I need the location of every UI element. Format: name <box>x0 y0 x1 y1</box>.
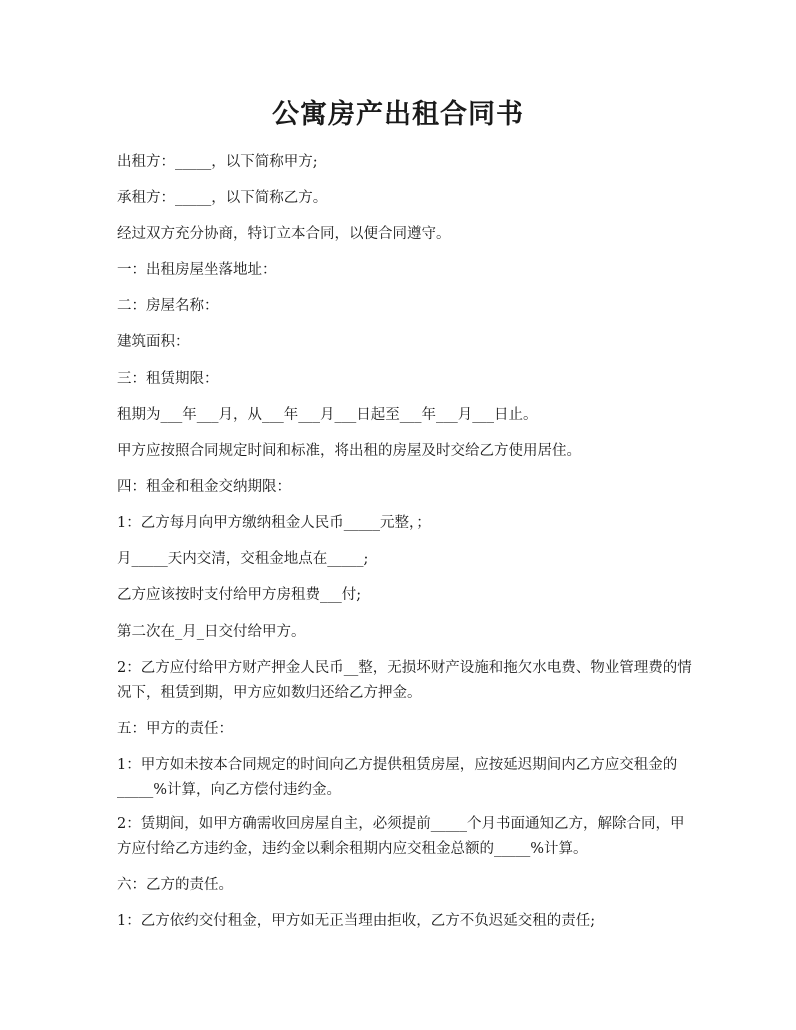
paragraph-floor-area: 建筑面积： <box>117 334 190 350</box>
section-heading-address: 一：出租房屋坐落地址： <box>117 262 277 278</box>
clause-lessor-early-termination: 2：赁期间，如甲方确需收回房屋自主，必须提前_____个月书面通知乙方，解除合同，甲方应付给乙方违约金，违约金以剩余租期内应交租金总额的_____%计算。 <box>117 816 685 857</box>
clause-rent-payment: 乙方应该按时支付给甲方房租费___付; <box>117 587 362 603</box>
clause-rent-amount: 1：乙方每月向甲方缴纳租金人民币_____元整，； <box>117 515 431 531</box>
paragraph-agreement: 经过双方充分协商，特订立本合同，以便合同遵守。 <box>117 226 451 242</box>
clause-second-payment: 第二次在_月_日交付给甲方。 <box>117 624 306 640</box>
clause-rent-deadline: 月_____天内交清，交租金地点在_____; <box>117 551 369 567</box>
section-heading-lessor-duties: 五：甲方的责任： <box>117 721 233 737</box>
clause-deposit: 2：乙方应付给甲方财产押金人民币__整，无损坏财产设施和拖欠水电费、物业管理费的情况下，租赁到期，甲方应如数归还给乙方押金。 <box>117 660 692 701</box>
document-title: 公寓房产出租合同书 <box>272 99 524 130</box>
paragraph-lessor: 出租方：_____，以下简称甲方; <box>117 154 318 170</box>
paragraph-lessee: 承租方：_____，以下简称乙方。 <box>117 190 328 206</box>
section-heading-house-name: 二：房屋名称： <box>117 298 219 314</box>
section-heading-lease-term: 三：租赁期限： <box>117 371 219 387</box>
clause-lessee-rent: 1：乙方依约交付租金，甲方如无正当理由拒收，乙方不负迟延交租的责任; <box>117 913 596 929</box>
paragraph-lease-period: 租期为___年___月，从___年___月___日起至___年___月___日止。 <box>117 407 538 423</box>
section-heading-lessee-duties: 六：乙方的责任。 <box>117 877 233 893</box>
paragraph-handover: 甲方应按照合同规定时间和标准，将出租的房屋及时交给乙方使用居住。 <box>117 443 581 459</box>
section-heading-rent: 四：租金和租金交纳期限： <box>117 479 291 495</box>
clause-lessor-late-delivery: 1：甲方如未按本合同规定的时间向乙方提供租赁房屋，应按延迟期间内乙方应交租金的_____%计算，向乙方偿付违约金。 <box>117 757 678 798</box>
